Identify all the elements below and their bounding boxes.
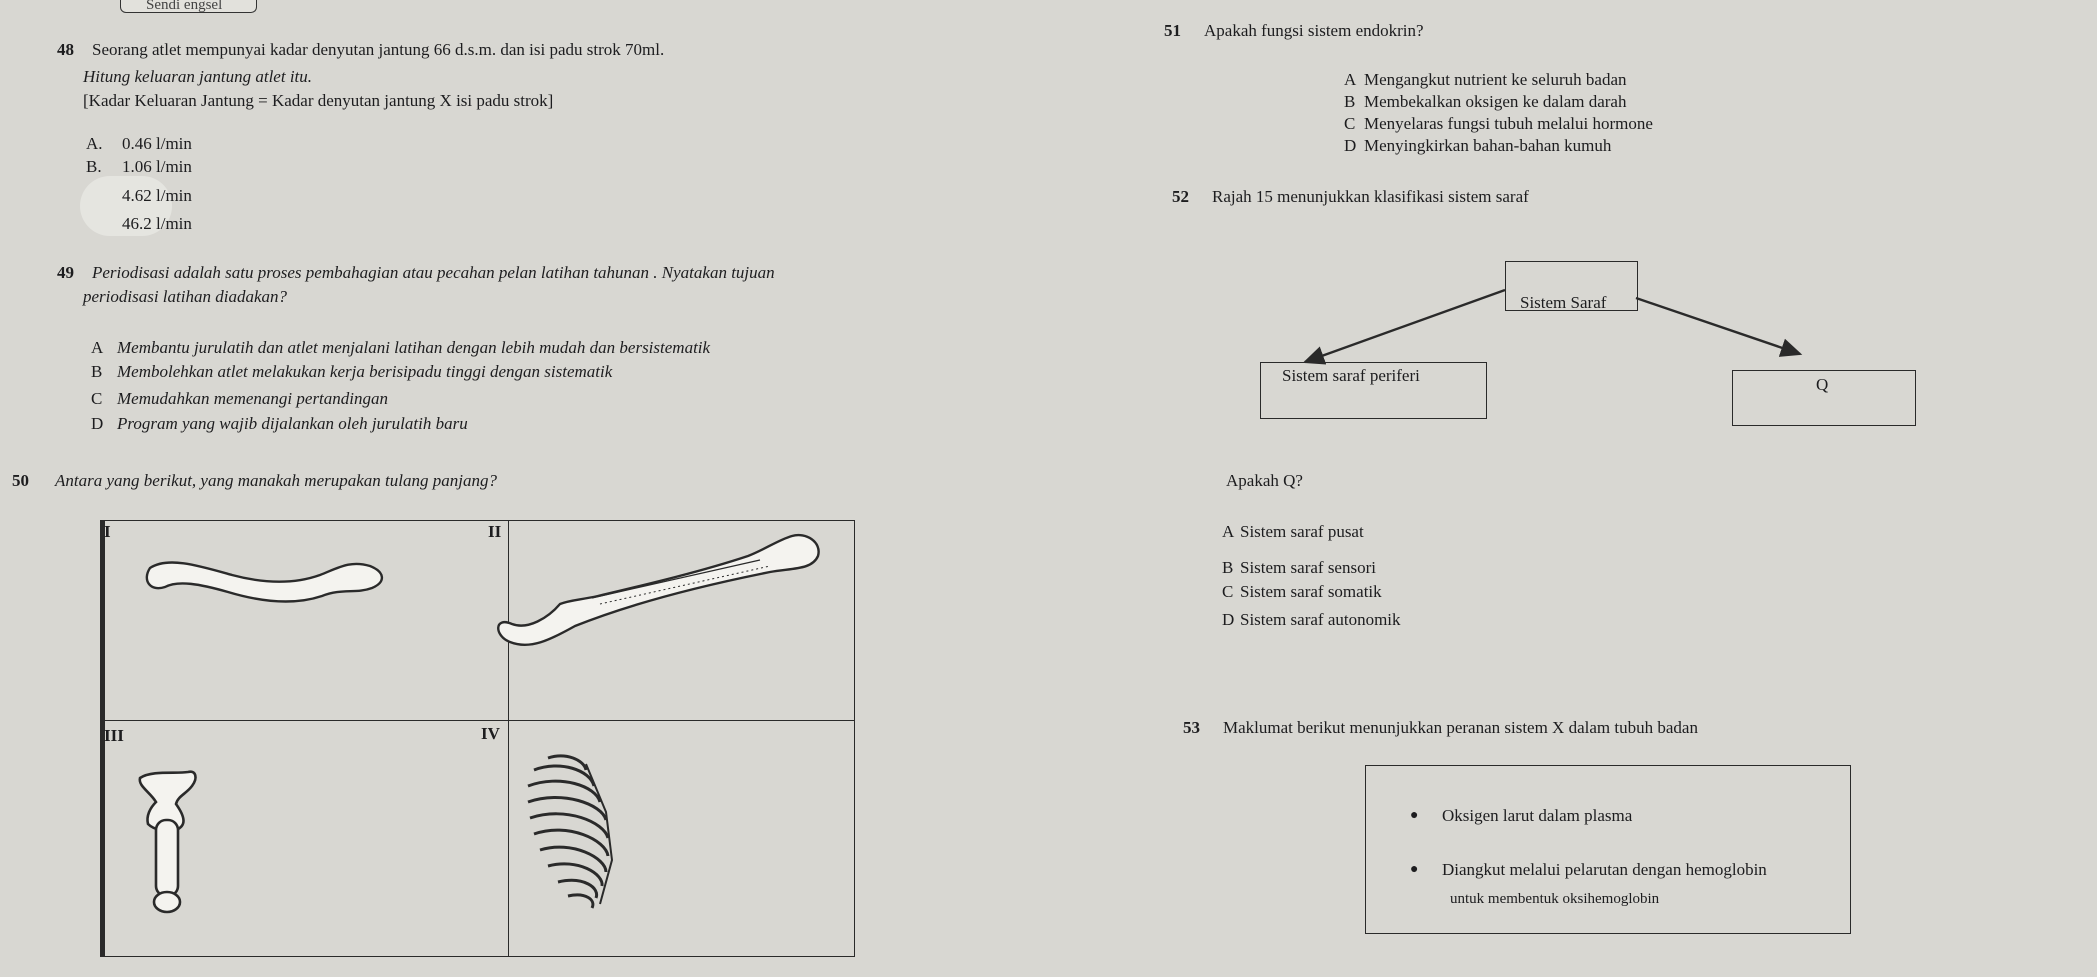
q50-cell-label-1: I — [104, 522, 111, 541]
q51-option-d-text: Menyingkirkan bahan-bahan kumuh — [1364, 136, 1612, 155]
q53-continuation: untuk membentuk oksihemoglobin — [1450, 891, 1660, 907]
q51-option-d-letter: D — [1344, 136, 1357, 155]
q49-number: 49 — [57, 263, 74, 282]
q51-option-c-letter: C — [1344, 114, 1356, 133]
q49-option-a-text: Membantu jurulatih dan atlet menjalani latihan dengan lebih mudah dan bersistematik — [117, 338, 711, 357]
q49-option-b-text: Membolehkan atlet melakukan kerja berisipadu tinggi dengan sistematik — [117, 362, 613, 381]
q50-cell-label-4: IV — [481, 724, 500, 743]
q49-line2: periodisasi latihan diadakan? — [83, 287, 287, 306]
q52-stem: Rajah 15 menunjukkan klasifikasi sistem saraf — [1212, 187, 1529, 206]
q52-question: Apakah Q? — [1226, 471, 1303, 490]
q52-number: 52 — [1172, 187, 1189, 206]
q50-cell-label-3: III — [104, 726, 124, 745]
q52-option-c-text: Sistem saraf somatik — [1240, 582, 1382, 601]
q48-option-c-text: 4.62 l/min — [122, 186, 192, 205]
q49-stem: Periodisasi adalah satu proses pembahagian atau pecahan pelan latihan tahunan . Nyatakan tujuan — [92, 263, 775, 282]
q52-option-a-text: Sistem saraf pusat — [1240, 522, 1364, 541]
diagram-root-label: Sistem Saraf — [1520, 293, 1607, 312]
q53-bullet-1-text: Oksigen larut dalam plasma — [1442, 806, 1633, 825]
q49-option-b-letter: B — [91, 362, 103, 381]
q48-option-a-text: 0.46 l/min — [122, 134, 192, 153]
q48-option-b-letter: B. — [86, 157, 102, 176]
q52-option-d-text: Sistem saraf autonomik — [1240, 610, 1401, 629]
q52-option-c-letter: C — [1222, 582, 1234, 601]
q49-option-d-text: Program yang wajib dijalankan oleh jurulatih baru — [117, 414, 468, 433]
q52-option-d-letter: D — [1222, 610, 1235, 629]
q49-option-c-text: Memudahkan memenangi pertandingan — [117, 389, 389, 408]
q51-option-a-letter: A — [1344, 70, 1357, 89]
q48-option-b-text: 1.06 l/min — [122, 157, 192, 176]
q53-number: 53 — [1183, 718, 1200, 737]
q51-option-b-letter: B — [1344, 92, 1356, 111]
q48-formula: [Kadar Keluaran Jantung = Kadar denyutan jantung X isi padu strok] — [83, 91, 554, 110]
diagram-arrow-left — [1305, 290, 1505, 362]
diagram-right-label: Q — [1816, 375, 1829, 394]
q50-number: 50 — [12, 471, 29, 490]
q52-option-b-letter: B — [1222, 558, 1234, 577]
q50-cell-label-2: II — [488, 522, 502, 541]
q49-option-d-letter: D — [91, 414, 104, 433]
q51-stem: Apakah fungsi sistem endokrin? — [1204, 21, 1424, 40]
diagram-left-label: Sistem saraf periferi — [1282, 366, 1420, 385]
q53-stem: Maklumat berikut menunjukkan peranan sistem X dalam tubuh badan — [1223, 718, 1698, 737]
q48-number: 48 — [57, 40, 74, 59]
diagram-arrow-right — [1636, 298, 1800, 354]
q53-bullet-2-text: Diangkut melalui pelarutan dengan hemoglobin — [1442, 860, 1767, 879]
q51-option-b-text: Membekalkan oksigen ke dalam darah — [1364, 92, 1627, 111]
q49-option-a-letter: A — [91, 338, 104, 357]
q52-option-a-letter: A — [1222, 522, 1235, 541]
q50-stem: Antara yang berikut, yang manakah merupakan tulang panjang? — [55, 471, 497, 490]
q51-option-c-text: Menyelaras fungsi tubuh melalui hormone — [1364, 114, 1653, 133]
q53-bullet-2-dot: ● — [1410, 862, 1419, 877]
q53-bullet-1-dot: ● — [1410, 808, 1419, 823]
q48-option-d-text: 46.2 l/min — [122, 214, 192, 233]
q48-line2: Hitung keluaran jantung atlet itu. — [83, 67, 313, 86]
q52-option-b-text: Sistem saraf sensori — [1240, 558, 1376, 577]
q51-number: 51 — [1164, 21, 1181, 40]
q48-stem: Seorang atlet mempunyai kadar denyutan jantung 66 d.s.m. dan isi padu strok 70ml. — [92, 40, 665, 59]
q48-option-a-letter: A. — [86, 134, 103, 153]
q49-option-c-letter: C — [91, 389, 103, 408]
top-scrap-text: Sendi engsel — [146, 0, 223, 13]
q51-option-a-text: Mengangkut nutrient ke seluruh badan — [1364, 70, 1627, 89]
